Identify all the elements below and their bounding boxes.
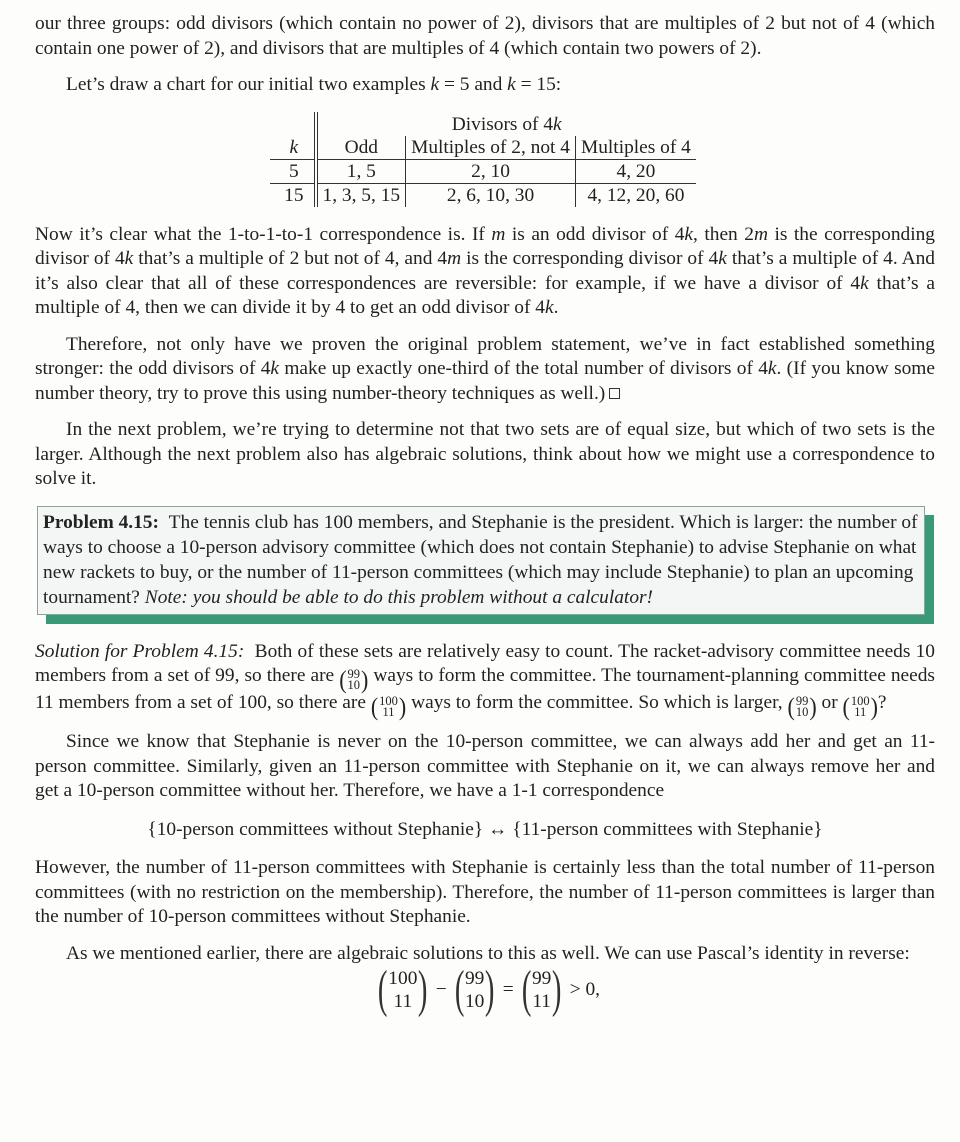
text: that’s a multiple of 4. And it’s also clear that all of these correspondences are reversible: for example, if we have a divisor of 4	[35, 248, 935, 294]
text: Now it’s clear what the 1-to-1-to-1 correspondence is. If	[35, 223, 492, 245]
var-m: m	[491, 223, 506, 245]
text: .	[553, 297, 559, 318]
solution-label: Solution for Problem 4.15:	[35, 640, 245, 662]
text: make up exactly one-third of the total number of divisors of 4	[279, 358, 768, 379]
var-k: k	[289, 136, 299, 158]
text: Divisors of 4	[451, 113, 554, 135]
textbook-page	[35, 12, 935, 1016]
problem-box	[37, 506, 925, 615]
table-cell: 4, 12, 20, 60	[575, 183, 695, 207]
binom-k: 10	[464, 991, 485, 1012]
text: ways to form the committee. The tournament-planning committee needs 11 members from a set of 100, so there are	[35, 665, 935, 713]
text: . (If you know some number theory, try to prove this using number-theory techniques as well.)	[35, 358, 935, 404]
chart-intro-paragraph	[35, 73, 935, 98]
var-k: k	[718, 248, 727, 269]
binom-k: 11	[393, 991, 413, 1012]
table-cell: 1, 5	[316, 159, 406, 183]
text: ways to form the committee. So which is larger,	[411, 692, 783, 713]
text: Both of these sets are relatively easy to count. The racket-advisory committee needs 10 members from a set of 99, so there are	[35, 640, 935, 686]
binomial-100-11: ( 100 11 )	[842, 692, 878, 721]
correspondence-display: {10-person committees without Stephanie} ↔ {11-person committees with Stephanie}	[147, 818, 823, 840]
binom-k: 10	[347, 678, 361, 692]
text: is an odd divisor of 4	[505, 223, 685, 245]
text: is the corresponding divisor of 4	[35, 223, 935, 269]
var-k: k	[124, 248, 134, 269]
binomial-99-10: ( 99 10 )	[339, 665, 369, 694]
table-row	[270, 159, 696, 183]
divisors-table-wrap	[31, 112, 935, 207]
table-header-mult4: Multiples of 4	[575, 136, 695, 160]
problem-statement	[37, 506, 925, 615]
var-k: k	[270, 358, 280, 379]
problem-note: Note: you should be able to do this problem without a calculator!	[144, 586, 654, 608]
text: is the corresponding divisor of 4	[461, 248, 719, 269]
binomial-100-11: ( 100 11 )	[370, 692, 407, 721]
var-m: m	[447, 248, 462, 269]
binomial-99-11-display: ( 99 11 )	[521, 961, 562, 1018]
text: = 15:	[515, 74, 562, 95]
qed-square-icon	[609, 388, 620, 399]
algebraic-paragraph: As we mentioned earlier, there are algebraic solutions to this as well. We can use Pascal’s identity in reverse:	[66, 942, 910, 964]
divisors-table	[270, 112, 696, 207]
text: that’s a multiple of 4, then we can divide it by 4 to get an odd divisor of 4	[35, 272, 935, 318]
binom-n: 99	[464, 968, 485, 989]
binom-n: 99	[347, 667, 361, 681]
text: or	[821, 692, 838, 713]
var-k: k	[545, 297, 554, 318]
text: ?	[877, 692, 887, 713]
var-k: k	[430, 74, 440, 95]
binom-n: 99	[795, 694, 809, 708]
binom-n: 100	[379, 694, 398, 708]
pascal-identity-equation	[43, 961, 935, 1018]
table-cell: 1, 3, 5, 15	[322, 184, 401, 206]
problem-text: The tennis club has 100 members, and Stephanie is the president. Which is larger: the number of ways to choose a 10-person advisory committee (which does not contain Stephanie) to advise Stephanie on what new rackets to buy, or the number of 11-person committees (which may include Stephanie) to plan an upcoming tournament?	[43, 511, 918, 608]
binomial-99-10: ( 99 10 )	[787, 692, 817, 721]
var-k: k	[684, 223, 694, 245]
var-k: k	[860, 272, 869, 294]
equation-tail: > 0,	[569, 978, 601, 1000]
text: = 5 and	[439, 74, 508, 95]
table-header-row	[270, 136, 696, 160]
correspondence-paragraph	[35, 223, 935, 321]
table-cell-k: 5	[270, 159, 315, 183]
equals-sign: =	[502, 978, 514, 1000]
table-header-k	[270, 136, 315, 160]
table-header-mult2: Multiples of 2, not 4	[406, 136, 576, 160]
table-row	[270, 183, 696, 207]
table-cell: 2, 6, 10, 30	[406, 183, 576, 207]
table-group-header-row	[270, 112, 696, 136]
var-k: k	[553, 113, 562, 135]
var-m: m	[753, 223, 768, 245]
binom-n: 99	[531, 968, 552, 989]
binom-n: 100	[388, 968, 418, 989]
intro-paragraph: our three groups: odd divisors (which contain no power of 2), divisors that are multiples of 2 but not of 4 (which contain one power of 2), and divisors that are multiples of 4 (which contain two powers of 2).	[35, 13, 935, 59]
binomial-99-10-display: ( 99 10 )	[454, 961, 495, 1018]
text: that’s a multiple of 2 but not of 4, and 4	[133, 248, 448, 269]
text: Let’s draw a chart for our initial two examples	[66, 74, 431, 95]
text: Therefore, not only have we proven the original problem statement, we’ve in fact established something stronger: the odd divisors of 4	[35, 333, 935, 379]
var-k: k	[507, 74, 516, 95]
binom-k: 10	[795, 705, 809, 719]
binomial-100-11-display: ( 100 11 )	[377, 961, 428, 1018]
table-cell: 2, 10	[406, 159, 576, 183]
problem-label: Problem 4.15:	[43, 511, 159, 533]
minus-sign: −	[435, 978, 447, 1000]
text: , then 2	[693, 223, 754, 245]
binom-k: 11	[382, 705, 395, 719]
solution-paragraph	[35, 640, 935, 719]
table-cell: 4, 20	[575, 159, 695, 183]
binom-n: 100	[850, 694, 870, 708]
table-cell-k: 15	[270, 183, 315, 207]
next-problem-paragraph: In the next problem, we’re trying to determine not that two sets are of equal size, but which of two sets is the larger. Although the next problem also has algebraic solutions, think about how we might use a correspondence to solve it.	[35, 419, 935, 489]
binom-k: 11	[532, 991, 551, 1012]
table-corner	[270, 112, 315, 136]
therefore-paragraph	[35, 333, 935, 407]
however-paragraph: However, the number of 11-person committees with Stephanie is certainly less than the total number of 11-person committees (with no restriction on the membership). Therefore, the number of 11-person committees is larger than the number of 10-person committees without Stephanie.	[35, 857, 935, 927]
since-paragraph: Since we know that Stephanie is never on the 10-person committee, we can always add her and get an 11-person committee. Similarly, given an 11-person committee with Stephanie on it, we can always remove her and get a 10-person committee without her. Therefore, we have a 1-1 correspondence	[35, 731, 935, 801]
table-group-header	[316, 112, 696, 136]
table-header-odd: Odd	[316, 136, 406, 160]
var-k: k	[767, 358, 777, 379]
binom-k: 11	[854, 705, 867, 719]
